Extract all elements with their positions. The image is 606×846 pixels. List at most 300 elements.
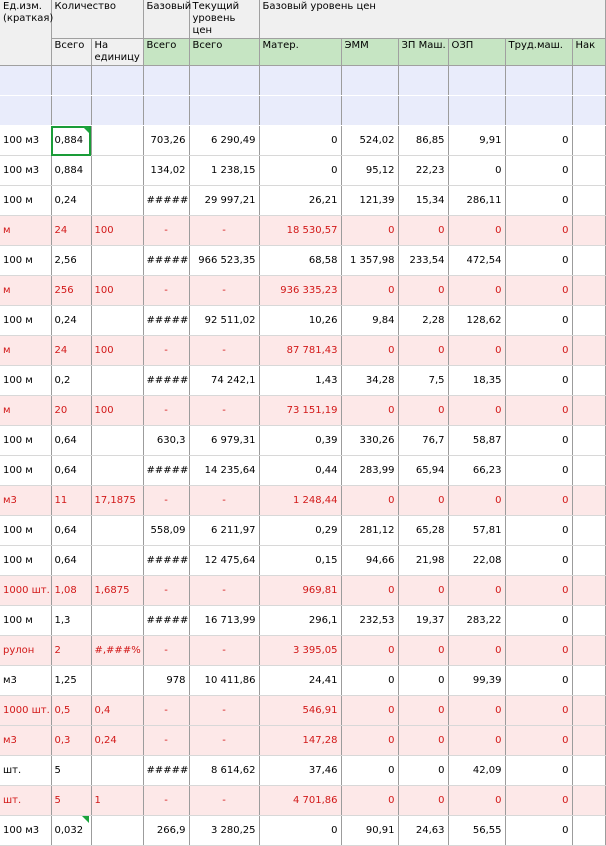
cell-zp-mash[interactable]: 0 bbox=[398, 666, 448, 696]
cell-unit[interactable]: 100 м bbox=[0, 426, 51, 456]
cell-mat[interactable]: 0,39 bbox=[259, 426, 341, 456]
cell-nak[interactable] bbox=[572, 366, 605, 396]
cell-ozp[interactable]: 283,22 bbox=[448, 606, 505, 636]
cell-qty-per-unit[interactable]: 100 bbox=[91, 276, 143, 306]
table-row[interactable] bbox=[0, 666, 605, 696]
cell-current-total[interactable]: 8 614,62 bbox=[189, 756, 259, 786]
cell-current-total[interactable]: 3 280,25 bbox=[189, 816, 259, 846]
cell-unit[interactable]: м bbox=[0, 216, 51, 246]
cell-emm[interactable]: 524,02 bbox=[341, 126, 398, 156]
cell-mat[interactable]: 0 bbox=[259, 156, 341, 186]
table-row[interactable] bbox=[0, 786, 605, 816]
cell-emm[interactable]: 90,91 bbox=[341, 816, 398, 846]
cell-base-total[interactable]: - bbox=[143, 786, 189, 816]
cell-trud-mash[interactable]: 0 bbox=[505, 186, 572, 216]
cell-emm[interactable]: 95,12 bbox=[341, 156, 398, 186]
cell-zp-mash[interactable]: 21,98 bbox=[398, 546, 448, 576]
cell-zp-mash[interactable]: 2,28 bbox=[398, 306, 448, 336]
cell-current-total[interactable]: 1 238,15 bbox=[189, 156, 259, 186]
cell-zp-mash[interactable]: 0 bbox=[398, 396, 448, 426]
cell-base-total[interactable]: ##### bbox=[143, 456, 189, 486]
cell-base-total[interactable]: ##### bbox=[143, 246, 189, 276]
cell-qty-per-unit[interactable]: 0,24 bbox=[91, 726, 143, 756]
col-header-ozp[interactable]: ОЗП bbox=[448, 39, 505, 66]
cell-qty-total[interactable]: 1,25 bbox=[51, 666, 91, 696]
cell-mat[interactable]: 296,1 bbox=[259, 606, 341, 636]
cell-trud-mash[interactable]: 0 bbox=[505, 786, 572, 816]
blank-row[interactable] bbox=[0, 96, 605, 126]
cell-mat[interactable]: 10,26 bbox=[259, 306, 341, 336]
cell-zp-mash[interactable]: 0 bbox=[398, 486, 448, 516]
cell-emm[interactable]: 330,26 bbox=[341, 426, 398, 456]
cell-zp-mash[interactable]: 233,54 bbox=[398, 246, 448, 276]
col-header-nak[interactable]: Нак bbox=[572, 39, 605, 66]
cell-zp-mash[interactable]: 76,7 bbox=[398, 426, 448, 456]
cell-current-total[interactable]: 6 290,49 bbox=[189, 126, 259, 156]
cell-base-total[interactable]: ##### bbox=[143, 306, 189, 336]
cell-emm[interactable]: 0 bbox=[341, 756, 398, 786]
col-header-base-total[interactable]: Всего bbox=[143, 39, 189, 66]
cell-qty-per-unit[interactable]: 1 bbox=[91, 786, 143, 816]
cell-base-total[interactable]: 978 bbox=[143, 666, 189, 696]
cell-emm[interactable]: 0 bbox=[341, 576, 398, 606]
cell-mat[interactable]: 1 248,44 bbox=[259, 486, 341, 516]
col-header-zp-mash[interactable]: ЗП Маш. bbox=[398, 39, 448, 66]
cell-nak[interactable] bbox=[572, 426, 605, 456]
cell-zp-mash[interactable]: 15,34 bbox=[398, 186, 448, 216]
cell-qty-per-unit[interactable] bbox=[91, 546, 143, 576]
cell-base-total[interactable]: 558,09 bbox=[143, 516, 189, 546]
cell-zp-mash[interactable]: 0 bbox=[398, 756, 448, 786]
cell-trud-mash[interactable]: 0 bbox=[505, 696, 572, 726]
cell-current-total[interactable]: 966 523,35 bbox=[189, 246, 259, 276]
cell-unit[interactable]: 100 м3 bbox=[0, 816, 51, 846]
cell-ozp[interactable]: 18,35 bbox=[448, 366, 505, 396]
cell-qty-per-unit[interactable] bbox=[91, 186, 143, 216]
cell-qty-total[interactable]: 0,3 bbox=[51, 726, 91, 756]
col-header-base[interactable]: Базовый bbox=[143, 0, 189, 39]
cell-unit[interactable]: рулон bbox=[0, 636, 51, 666]
cell-qty-total[interactable]: 1,3 bbox=[51, 606, 91, 636]
cell-trud-mash[interactable]: 0 bbox=[505, 816, 572, 846]
cell-emm[interactable]: 0 bbox=[341, 486, 398, 516]
cell-trud-mash[interactable]: 0 bbox=[505, 396, 572, 426]
cell-nak[interactable] bbox=[572, 126, 605, 156]
cell-trud-mash[interactable]: 0 bbox=[505, 636, 572, 666]
table-row[interactable] bbox=[0, 696, 605, 726]
cell-emm[interactable]: 0 bbox=[341, 786, 398, 816]
cell-current-total[interactable]: 16 713,99 bbox=[189, 606, 259, 636]
cell-nak[interactable] bbox=[572, 786, 605, 816]
col-header-qty-per-unit[interactable]: На единицу bbox=[91, 39, 143, 66]
cell-base-total[interactable]: 134,02 bbox=[143, 156, 189, 186]
cell-trud-mash[interactable]: 0 bbox=[505, 546, 572, 576]
cell-trud-mash[interactable]: 0 bbox=[505, 156, 572, 186]
table-row[interactable] bbox=[0, 306, 605, 336]
cell-ozp[interactable]: 0 bbox=[448, 696, 505, 726]
cell-qty-per-unit[interactable] bbox=[91, 816, 143, 846]
cell-qty-per-unit[interactable] bbox=[91, 246, 143, 276]
cell-unit[interactable]: м bbox=[0, 396, 51, 426]
cell-ozp[interactable]: 99,39 bbox=[448, 666, 505, 696]
cell-mat[interactable]: 73 151,19 bbox=[259, 396, 341, 426]
cell-emm[interactable]: 0 bbox=[341, 396, 398, 426]
cell-trud-mash[interactable]: 0 bbox=[505, 486, 572, 516]
cell-qty-per-unit[interactable]: 17,1875 bbox=[91, 486, 143, 516]
cell-zp-mash[interactable]: 0 bbox=[398, 576, 448, 606]
table-row[interactable] bbox=[0, 756, 605, 786]
cell-ozp[interactable]: 0 bbox=[448, 396, 505, 426]
cell-qty-per-unit[interactable]: 100 bbox=[91, 396, 143, 426]
cell-base-total[interactable]: 266,9 bbox=[143, 816, 189, 846]
cell-base-total[interactable]: - bbox=[143, 396, 189, 426]
cell-nak[interactable] bbox=[572, 216, 605, 246]
cell-base-total[interactable]: - bbox=[143, 726, 189, 756]
cell-zp-mash[interactable]: 22,23 bbox=[398, 156, 448, 186]
cell-nak[interactable] bbox=[572, 306, 605, 336]
cell-qty-total[interactable]: 24 bbox=[51, 336, 91, 366]
cell-qty-per-unit[interactable] bbox=[91, 516, 143, 546]
cell-trud-mash[interactable]: 0 bbox=[505, 246, 572, 276]
cell-qty-total[interactable]: 0,032 bbox=[51, 816, 91, 846]
cell-emm[interactable]: 281,12 bbox=[341, 516, 398, 546]
cell-unit[interactable]: м3 bbox=[0, 666, 51, 696]
cell-trud-mash[interactable]: 0 bbox=[505, 606, 572, 636]
cell-nak[interactable] bbox=[572, 456, 605, 486]
cell-ozp[interactable]: 0 bbox=[448, 576, 505, 606]
cell-zp-mash[interactable]: 0 bbox=[398, 276, 448, 306]
cell-nak[interactable] bbox=[572, 156, 605, 186]
cell-current-total[interactable]: - bbox=[189, 486, 259, 516]
cell-current-total[interactable]: 10 411,86 bbox=[189, 666, 259, 696]
cell-unit[interactable]: 100 м bbox=[0, 606, 51, 636]
cell-current-total[interactable]: - bbox=[189, 216, 259, 246]
cell-current-total[interactable]: 74 242,1 bbox=[189, 366, 259, 396]
cell-base-total[interactable]: - bbox=[143, 336, 189, 366]
cell-mat[interactable]: 0,15 bbox=[259, 546, 341, 576]
cell-zp-mash[interactable]: 65,28 bbox=[398, 516, 448, 546]
cell-qty-per-unit[interactable]: 100 bbox=[91, 216, 143, 246]
cell-emm[interactable]: 94,66 bbox=[341, 546, 398, 576]
cell-base-total[interactable]: ##### bbox=[143, 756, 189, 786]
cell-mat[interactable]: 68,58 bbox=[259, 246, 341, 276]
cell-qty-total[interactable]: 256 bbox=[51, 276, 91, 306]
cell-nak[interactable] bbox=[572, 696, 605, 726]
cell-qty-total[interactable]: 0,64 bbox=[51, 426, 91, 456]
cell-qty-per-unit[interactable] bbox=[91, 366, 143, 396]
blank-row[interactable] bbox=[0, 66, 605, 96]
col-header-qty-total[interactable]: Всего bbox=[51, 39, 91, 66]
cell-qty-per-unit[interactable]: 1,6875 bbox=[91, 576, 143, 606]
cell-mat[interactable]: 0 bbox=[259, 126, 341, 156]
cell-zp-mash[interactable]: 0 bbox=[398, 636, 448, 666]
cell-qty-per-unit[interactable]: 100 bbox=[91, 336, 143, 366]
cell-nak[interactable] bbox=[572, 396, 605, 426]
cell-zp-mash[interactable]: 0 bbox=[398, 696, 448, 726]
cell-emm[interactable]: 0 bbox=[341, 216, 398, 246]
cell-current-total[interactable]: - bbox=[189, 726, 259, 756]
table-row[interactable] bbox=[0, 216, 605, 246]
cell-unit[interactable]: м3 bbox=[0, 486, 51, 516]
col-header-current[interactable]: Текущий уровень цен bbox=[189, 0, 259, 39]
col-header-unit[interactable]: Ед.изм. (краткая) bbox=[0, 0, 51, 66]
cell-qty-total[interactable]: 5 bbox=[51, 786, 91, 816]
table-row[interactable] bbox=[0, 396, 605, 426]
cell-emm[interactable]: 0 bbox=[341, 276, 398, 306]
cell-qty-per-unit[interactable] bbox=[91, 666, 143, 696]
cell-trud-mash[interactable]: 0 bbox=[505, 576, 572, 606]
cell-unit[interactable]: 100 м bbox=[0, 456, 51, 486]
cell-zp-mash[interactable]: 86,85 bbox=[398, 126, 448, 156]
cell-ozp[interactable]: 128,62 bbox=[448, 306, 505, 336]
cell-qty-total[interactable]: 0,2 bbox=[51, 366, 91, 396]
cell-current-total[interactable]: - bbox=[189, 396, 259, 426]
cell-qty-total[interactable]: 11 bbox=[51, 486, 91, 516]
cell-zp-mash[interactable]: 65,94 bbox=[398, 456, 448, 486]
cell-zp-mash[interactable]: 24,63 bbox=[398, 816, 448, 846]
cell-zp-mash[interactable]: 0 bbox=[398, 336, 448, 366]
cell-trud-mash[interactable]: 0 bbox=[505, 456, 572, 486]
cell-base-total[interactable]: 630,3 bbox=[143, 426, 189, 456]
cell-qty-total[interactable]: 2,56 bbox=[51, 246, 91, 276]
cell-mat[interactable]: 147,28 bbox=[259, 726, 341, 756]
cell-base-total[interactable]: - bbox=[143, 216, 189, 246]
cell-base-total[interactable]: - bbox=[143, 486, 189, 516]
cell-nak[interactable] bbox=[572, 186, 605, 216]
cell-nak[interactable] bbox=[572, 516, 605, 546]
cell-qty-total[interactable]: 0,884 bbox=[51, 156, 91, 186]
col-header-mat[interactable]: Матер. bbox=[259, 39, 341, 66]
cell-current-total[interactable]: 14 235,64 bbox=[189, 456, 259, 486]
table-row[interactable] bbox=[0, 726, 605, 756]
cell-ozp[interactable]: 56,55 bbox=[448, 816, 505, 846]
cell-base-total[interactable]: - bbox=[143, 576, 189, 606]
cell-emm[interactable]: 283,99 bbox=[341, 456, 398, 486]
cell-mat[interactable]: 936 335,23 bbox=[259, 276, 341, 306]
cell-trud-mash[interactable]: 0 bbox=[505, 306, 572, 336]
cell-mat[interactable]: 37,46 bbox=[259, 756, 341, 786]
cell-nak[interactable] bbox=[572, 546, 605, 576]
cell-current-total[interactable]: 6 979,31 bbox=[189, 426, 259, 456]
cell-unit[interactable]: м bbox=[0, 336, 51, 366]
cell-current-total[interactable]: - bbox=[189, 786, 259, 816]
cell-trud-mash[interactable]: 0 bbox=[505, 756, 572, 786]
cell-mat[interactable]: 1,43 bbox=[259, 366, 341, 396]
cell-unit[interactable]: 100 м bbox=[0, 546, 51, 576]
cell-unit[interactable]: 100 м bbox=[0, 366, 51, 396]
cell-ozp[interactable]: 0 bbox=[448, 156, 505, 186]
cell-mat[interactable]: 3 395,05 bbox=[259, 636, 341, 666]
cell-trud-mash[interactable]: 0 bbox=[505, 426, 572, 456]
cell-trud-mash[interactable]: 0 bbox=[505, 216, 572, 246]
table-row[interactable] bbox=[0, 126, 605, 156]
col-header-base-level[interactable]: Базовый уровень цен bbox=[259, 0, 605, 39]
cell-ozp[interactable]: 472,54 bbox=[448, 246, 505, 276]
cell-mat[interactable]: 969,81 bbox=[259, 576, 341, 606]
col-header-emm[interactable]: ЭММ bbox=[341, 39, 398, 66]
cell-zp-mash[interactable]: 0 bbox=[398, 216, 448, 246]
cell-zp-mash[interactable]: 7,5 bbox=[398, 366, 448, 396]
cell-qty-total[interactable]: 1,08 bbox=[51, 576, 91, 606]
cell-base-total[interactable]: 703,26 bbox=[143, 126, 189, 156]
table-row[interactable] bbox=[0, 156, 605, 186]
cell-emm[interactable]: 34,28 bbox=[341, 366, 398, 396]
cell-ozp[interactable]: 66,23 bbox=[448, 456, 505, 486]
cell-unit[interactable]: 100 м bbox=[0, 306, 51, 336]
table-row[interactable] bbox=[0, 336, 605, 366]
cell-qty-per-unit[interactable] bbox=[91, 456, 143, 486]
cell-emm[interactable]: 121,39 bbox=[341, 186, 398, 216]
cell-ozp[interactable]: 286,11 bbox=[448, 186, 505, 216]
cell-emm[interactable]: 1 357,98 bbox=[341, 246, 398, 276]
cell-base-total[interactable]: ##### bbox=[143, 186, 189, 216]
cell-mat[interactable]: 26,21 bbox=[259, 186, 341, 216]
cell-qty-total[interactable]: 0,5 bbox=[51, 696, 91, 726]
table-row[interactable] bbox=[0, 456, 605, 486]
cell-ozp[interactable]: 0 bbox=[448, 726, 505, 756]
cell-qty-per-unit[interactable] bbox=[91, 426, 143, 456]
cell-zp-mash[interactable]: 19,37 bbox=[398, 606, 448, 636]
cell-qty-per-unit[interactable] bbox=[91, 126, 143, 156]
cell-qty-per-unit[interactable] bbox=[91, 156, 143, 186]
cell-qty-total[interactable]: 20 bbox=[51, 396, 91, 426]
cell-emm[interactable]: 0 bbox=[341, 666, 398, 696]
cell-qty-total[interactable]: 0,884 bbox=[51, 126, 91, 156]
cell-current-total[interactable]: 6 211,97 bbox=[189, 516, 259, 546]
table-row[interactable] bbox=[0, 366, 605, 396]
cell-nak[interactable] bbox=[572, 576, 605, 606]
col-header-trud-mash[interactable]: Труд.маш. bbox=[505, 39, 572, 66]
cell-emm[interactable]: 9,84 bbox=[341, 306, 398, 336]
cell-nak[interactable] bbox=[572, 246, 605, 276]
cell-unit[interactable]: м3 bbox=[0, 726, 51, 756]
cell-trud-mash[interactable]: 0 bbox=[505, 276, 572, 306]
cell-nak[interactable] bbox=[572, 666, 605, 696]
table-row[interactable] bbox=[0, 276, 605, 306]
cell-current-total[interactable]: 12 475,64 bbox=[189, 546, 259, 576]
cell-ozp[interactable]: 9,91 bbox=[448, 126, 505, 156]
cell-trud-mash[interactable]: 0 bbox=[505, 366, 572, 396]
cell-qty-per-unit[interactable]: 0,4 bbox=[91, 696, 143, 726]
cell-trud-mash[interactable]: 0 bbox=[505, 666, 572, 696]
cell-mat[interactable]: 18 530,57 bbox=[259, 216, 341, 246]
cell-trud-mash[interactable]: 0 bbox=[505, 336, 572, 366]
cell-ozp[interactable]: 42,09 bbox=[448, 756, 505, 786]
table-row[interactable] bbox=[0, 816, 605, 846]
cell-zp-mash[interactable]: 0 bbox=[398, 786, 448, 816]
cell-mat[interactable]: 24,41 bbox=[259, 666, 341, 696]
cell-nak[interactable] bbox=[572, 606, 605, 636]
cell-emm[interactable]: 0 bbox=[341, 336, 398, 366]
cell-base-total[interactable]: ##### bbox=[143, 546, 189, 576]
cell-unit[interactable]: 100 м bbox=[0, 186, 51, 216]
cell-unit[interactable]: 100 м3 bbox=[0, 126, 51, 156]
table-row[interactable] bbox=[0, 246, 605, 276]
cell-nak[interactable] bbox=[572, 726, 605, 756]
table-row[interactable] bbox=[0, 636, 605, 666]
cell-current-total[interactable]: - bbox=[189, 696, 259, 726]
cell-mat[interactable]: 0 bbox=[259, 816, 341, 846]
cell-unit[interactable]: 100 м bbox=[0, 516, 51, 546]
cell-qty-total[interactable]: 0,24 bbox=[51, 306, 91, 336]
table-row[interactable] bbox=[0, 606, 605, 636]
cell-current-total[interactable]: - bbox=[189, 576, 259, 606]
cell-nak[interactable] bbox=[572, 816, 605, 846]
cell-mat[interactable]: 87 781,43 bbox=[259, 336, 341, 366]
cell-ozp[interactable]: 0 bbox=[448, 276, 505, 306]
table-row[interactable] bbox=[0, 516, 605, 546]
cell-qty-per-unit[interactable]: #,###% bbox=[91, 636, 143, 666]
table-row[interactable] bbox=[0, 426, 605, 456]
cell-current-total[interactable]: - bbox=[189, 636, 259, 666]
cell-current-total[interactable]: - bbox=[189, 336, 259, 366]
cell-emm[interactable]: 0 bbox=[341, 696, 398, 726]
cell-qty-per-unit[interactable] bbox=[91, 756, 143, 786]
cell-qty-per-unit[interactable] bbox=[91, 606, 143, 636]
cell-ozp[interactable]: 22,08 bbox=[448, 546, 505, 576]
cell-qty-total[interactable]: 0,64 bbox=[51, 456, 91, 486]
cell-unit[interactable]: 1000 шт. bbox=[0, 576, 51, 606]
cell-current-total[interactable]: 92 511,02 bbox=[189, 306, 259, 336]
cell-ozp[interactable]: 58,87 bbox=[448, 426, 505, 456]
cell-mat[interactable]: 0,29 bbox=[259, 516, 341, 546]
col-header-quantity[interactable]: Количество bbox=[51, 0, 143, 39]
cell-qty-total[interactable]: 0,24 bbox=[51, 186, 91, 216]
cell-trud-mash[interactable]: 0 bbox=[505, 126, 572, 156]
cell-qty-total[interactable]: 0,64 bbox=[51, 516, 91, 546]
cell-mat[interactable]: 546,91 bbox=[259, 696, 341, 726]
cell-current-total[interactable]: 29 997,21 bbox=[189, 186, 259, 216]
cell-trud-mash[interactable]: 0 bbox=[505, 516, 572, 546]
cell-zp-mash[interactable]: 0 bbox=[398, 726, 448, 756]
cell-ozp[interactable]: 57,81 bbox=[448, 516, 505, 546]
col-header-current-total[interactable]: Всего bbox=[189, 39, 259, 66]
cell-unit[interactable]: 100 м bbox=[0, 246, 51, 276]
cell-qty-per-unit[interactable] bbox=[91, 306, 143, 336]
cell-current-total[interactable]: - bbox=[189, 276, 259, 306]
cell-nak[interactable] bbox=[572, 486, 605, 516]
cell-base-total[interactable]: ##### bbox=[143, 366, 189, 396]
cell-base-total[interactable]: - bbox=[143, 276, 189, 306]
cell-unit[interactable]: 100 м3 bbox=[0, 156, 51, 186]
cell-unit[interactable]: м bbox=[0, 276, 51, 306]
cell-base-total[interactable]: - bbox=[143, 636, 189, 666]
cell-base-total[interactable]: ##### bbox=[143, 606, 189, 636]
cell-base-total[interactable]: - bbox=[143, 696, 189, 726]
cell-nak[interactable] bbox=[572, 336, 605, 366]
cell-ozp[interactable]: 0 bbox=[448, 216, 505, 246]
cell-qty-total[interactable]: 0,64 bbox=[51, 546, 91, 576]
cell-nak[interactable] bbox=[572, 276, 605, 306]
cell-ozp[interactable]: 0 bbox=[448, 636, 505, 666]
cell-ozp[interactable]: 0 bbox=[448, 486, 505, 516]
cell-qty-total[interactable]: 2 bbox=[51, 636, 91, 666]
cell-emm[interactable]: 0 bbox=[341, 726, 398, 756]
cell-ozp[interactable]: 0 bbox=[448, 336, 505, 366]
cell-ozp[interactable]: 0 bbox=[448, 786, 505, 816]
table-row[interactable] bbox=[0, 486, 605, 516]
cell-qty-total[interactable]: 24 bbox=[51, 216, 91, 246]
cell-emm[interactable]: 232,53 bbox=[341, 606, 398, 636]
cell-unit[interactable]: шт. bbox=[0, 756, 51, 786]
cell-qty-total[interactable]: 5 bbox=[51, 756, 91, 786]
cell-nak[interactable] bbox=[572, 636, 605, 666]
cell-nak[interactable] bbox=[572, 756, 605, 786]
cell-emm[interactable]: 0 bbox=[341, 636, 398, 666]
cell-unit[interactable]: 1000 шт. bbox=[0, 696, 51, 726]
table-row[interactable] bbox=[0, 576, 605, 606]
table-row[interactable] bbox=[0, 186, 605, 216]
